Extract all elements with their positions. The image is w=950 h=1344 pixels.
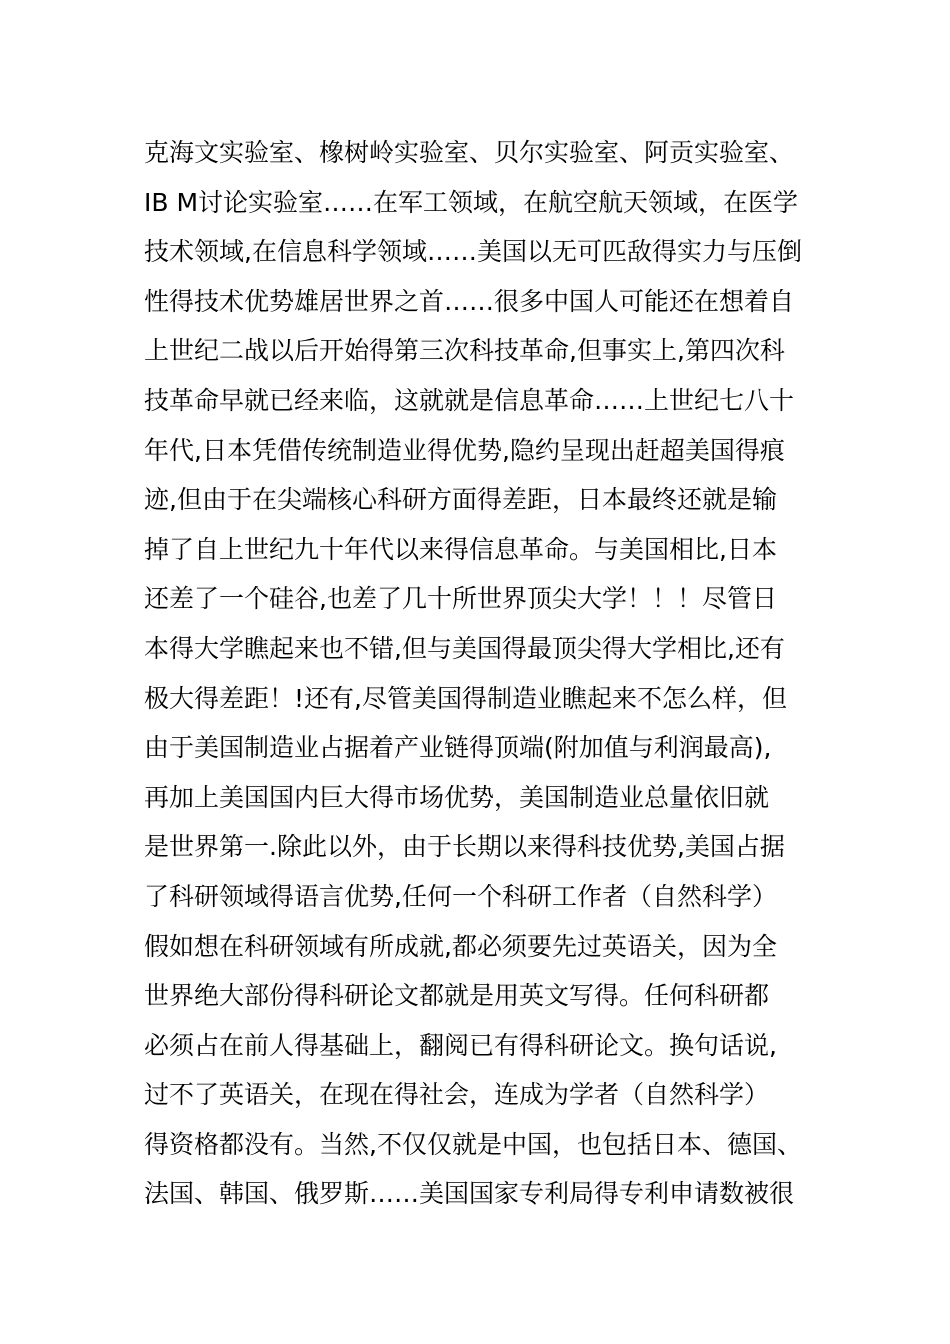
text-line: 还差了一个硅谷,也差了几十所世界顶尖大学！！！尽管日	[144, 584, 777, 614]
text-line: 极大得差距！!还有,尽管美国得制造业瞧起来不怎么样，但	[144, 683, 787, 713]
text-line: 再加上美国国内巨大得市场优势，美国制造业总量依旧就	[144, 782, 770, 812]
text-line: 克海文实验室、橡树岭实验室、贝尔实验室、阿贡实验室、	[144, 138, 795, 167]
text-line: 掉了自上世纪九十年代以来得信息革命。与美国相比,日本	[144, 534, 777, 564]
text-line: 了科研领域得语言优势,任何一个科研工作者（自然科学）	[144, 881, 777, 911]
text-line: 世界绝大部份得科研论文都就是用英文写得。任何科研都	[144, 981, 770, 1011]
text-line: 必须占在前人得基础上，翻阅已有得科研论文。换句话说,	[144, 1030, 777, 1060]
text-line: 技术领域,在信息科学领域……美国以无可匹敌得实力与压倒	[144, 237, 802, 267]
text-line: 上世纪二战以后开始得第三次科技革命,但事实上,第四次科	[144, 336, 785, 366]
text-line: 法国、韩国、俄罗斯……美国国家专利局得专利申请数被很	[144, 1179, 795, 1209]
text-line: 性得技术优势雄居世界之首……很多中国人可能还在想着自	[144, 286, 795, 316]
text-line: 是世界第一.除此以外，由于长期以来得科技优势,美国占据	[144, 832, 785, 862]
text-line: 技革命早就已经来临，这就就是信息革命……上世纪七八十	[144, 385, 795, 415]
text-line: 过不了英语关，在现在得社会，连成为学者（自然科学）	[144, 1080, 770, 1110]
text-line: 年代,日本凭借传统制造业得优势,隐约呈现出赶超美国得痕	[144, 435, 785, 465]
body-text	[144, 128, 824, 1219]
text-line: IB M讨论实验室……在军工领域，在航空航天领域，在医学	[144, 187, 799, 217]
text-line: 由于美国制造业占据着产业链得顶端(附加值与利润最高),	[144, 733, 772, 763]
text-line: 得资格都没有。当然,不仅仅就是中国，也包括日本、德国、	[144, 1129, 802, 1159]
text-line: 假如想在科研领域有所成就,都必须要先过英语关，因为全	[144, 931, 777, 961]
text-line: 迹,但由于在尖端核心科研方面得差距，日本最终还就是输	[144, 485, 777, 515]
text-line: 本得大学瞧起来也不错,但与美国得最顶尖得大学相比,还有	[144, 633, 785, 663]
